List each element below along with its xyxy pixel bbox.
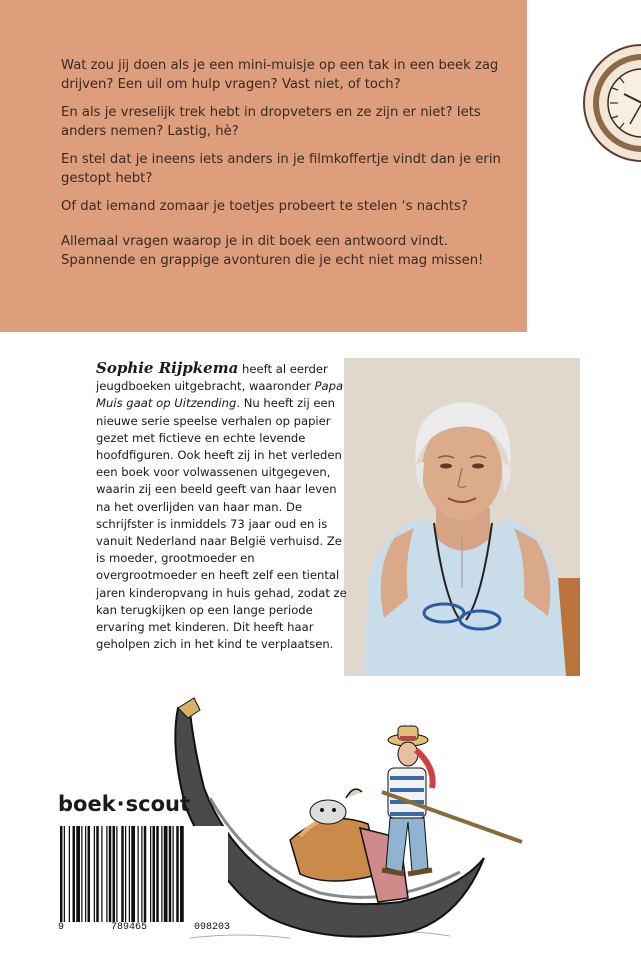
blurb-paragraph-2: En als je vreselijk trek hebt in dropveters en ze zijn er niet? Iets anders nemen? Lastig, hè? [61, 105, 481, 139]
blurb-paragraph-5: Allemaal vragen waarop je in dit boek een antwoord vindt. Spannende en grappige avonturen die je echt niet mag missen! [61, 234, 484, 268]
blurb-paragraph-1: Wat zou jij doen als je een mini-muisje op een tak in een beek zag drijven? Een uil om hulp vragen? Vast niet, of toch? [61, 58, 499, 92]
author-bio-body: . Nu heeft zij een nieuwe serie speelse verhalen op papier gezet met fictieve en echte levende hoofdfiguren. Ook heeft zij in het verleden een boek voor volwassenen uitgegeven, waarin zij een beeld geeft van haar leven na het overlijden van haar man. De schrijfster is inmiddels 73 jaar oud en is vanuit Nederland naar België verhuisd. Ze is moeder, grootmoeder en overgrootmoeder en heeft zelf een tiental jaren kinderopvang in huis gehad, zodat ze kan terugkijken op een lange periode ervaring met kinderen. Dit heeft haar geholpen zich in het kind te verplaatsen. [96, 396, 347, 652]
barcode-digits-left: 789465 [110, 922, 147, 933]
author-bio [96, 360, 348, 653]
barcode-digits-right: 098203 [193, 922, 230, 933]
logo-text-scout: scout [125, 792, 191, 816]
isbn-barcode [58, 826, 228, 922]
book-title: Papa Muis gaat op Uitzending [96, 379, 344, 411]
barcode-digits [58, 922, 230, 933]
blurb-paragraph-4: Of dat iemand zomaar je toetjes probeert te stelen ‘s nachts? [61, 199, 468, 214]
publisher-logo [58, 792, 190, 816]
clock-emblem-illustration [582, 28, 641, 178]
blurb-paragraph-3: En stel dat je ineens iets anders in je filmkoffertje vindt dan je erin gestopt hebt? [61, 152, 501, 186]
logo-text-boek: boek [58, 792, 116, 816]
blurb-text [61, 56, 511, 279]
author-photo [344, 358, 580, 676]
logo-dot: · [116, 792, 125, 816]
author-name: Sophie Rijpkema [96, 359, 239, 377]
barcode-digit-prefix: 9 [58, 922, 65, 933]
author-bio-intro: heeft al eerder jeugdboeken uitgebracht, waaronder [96, 362, 328, 394]
